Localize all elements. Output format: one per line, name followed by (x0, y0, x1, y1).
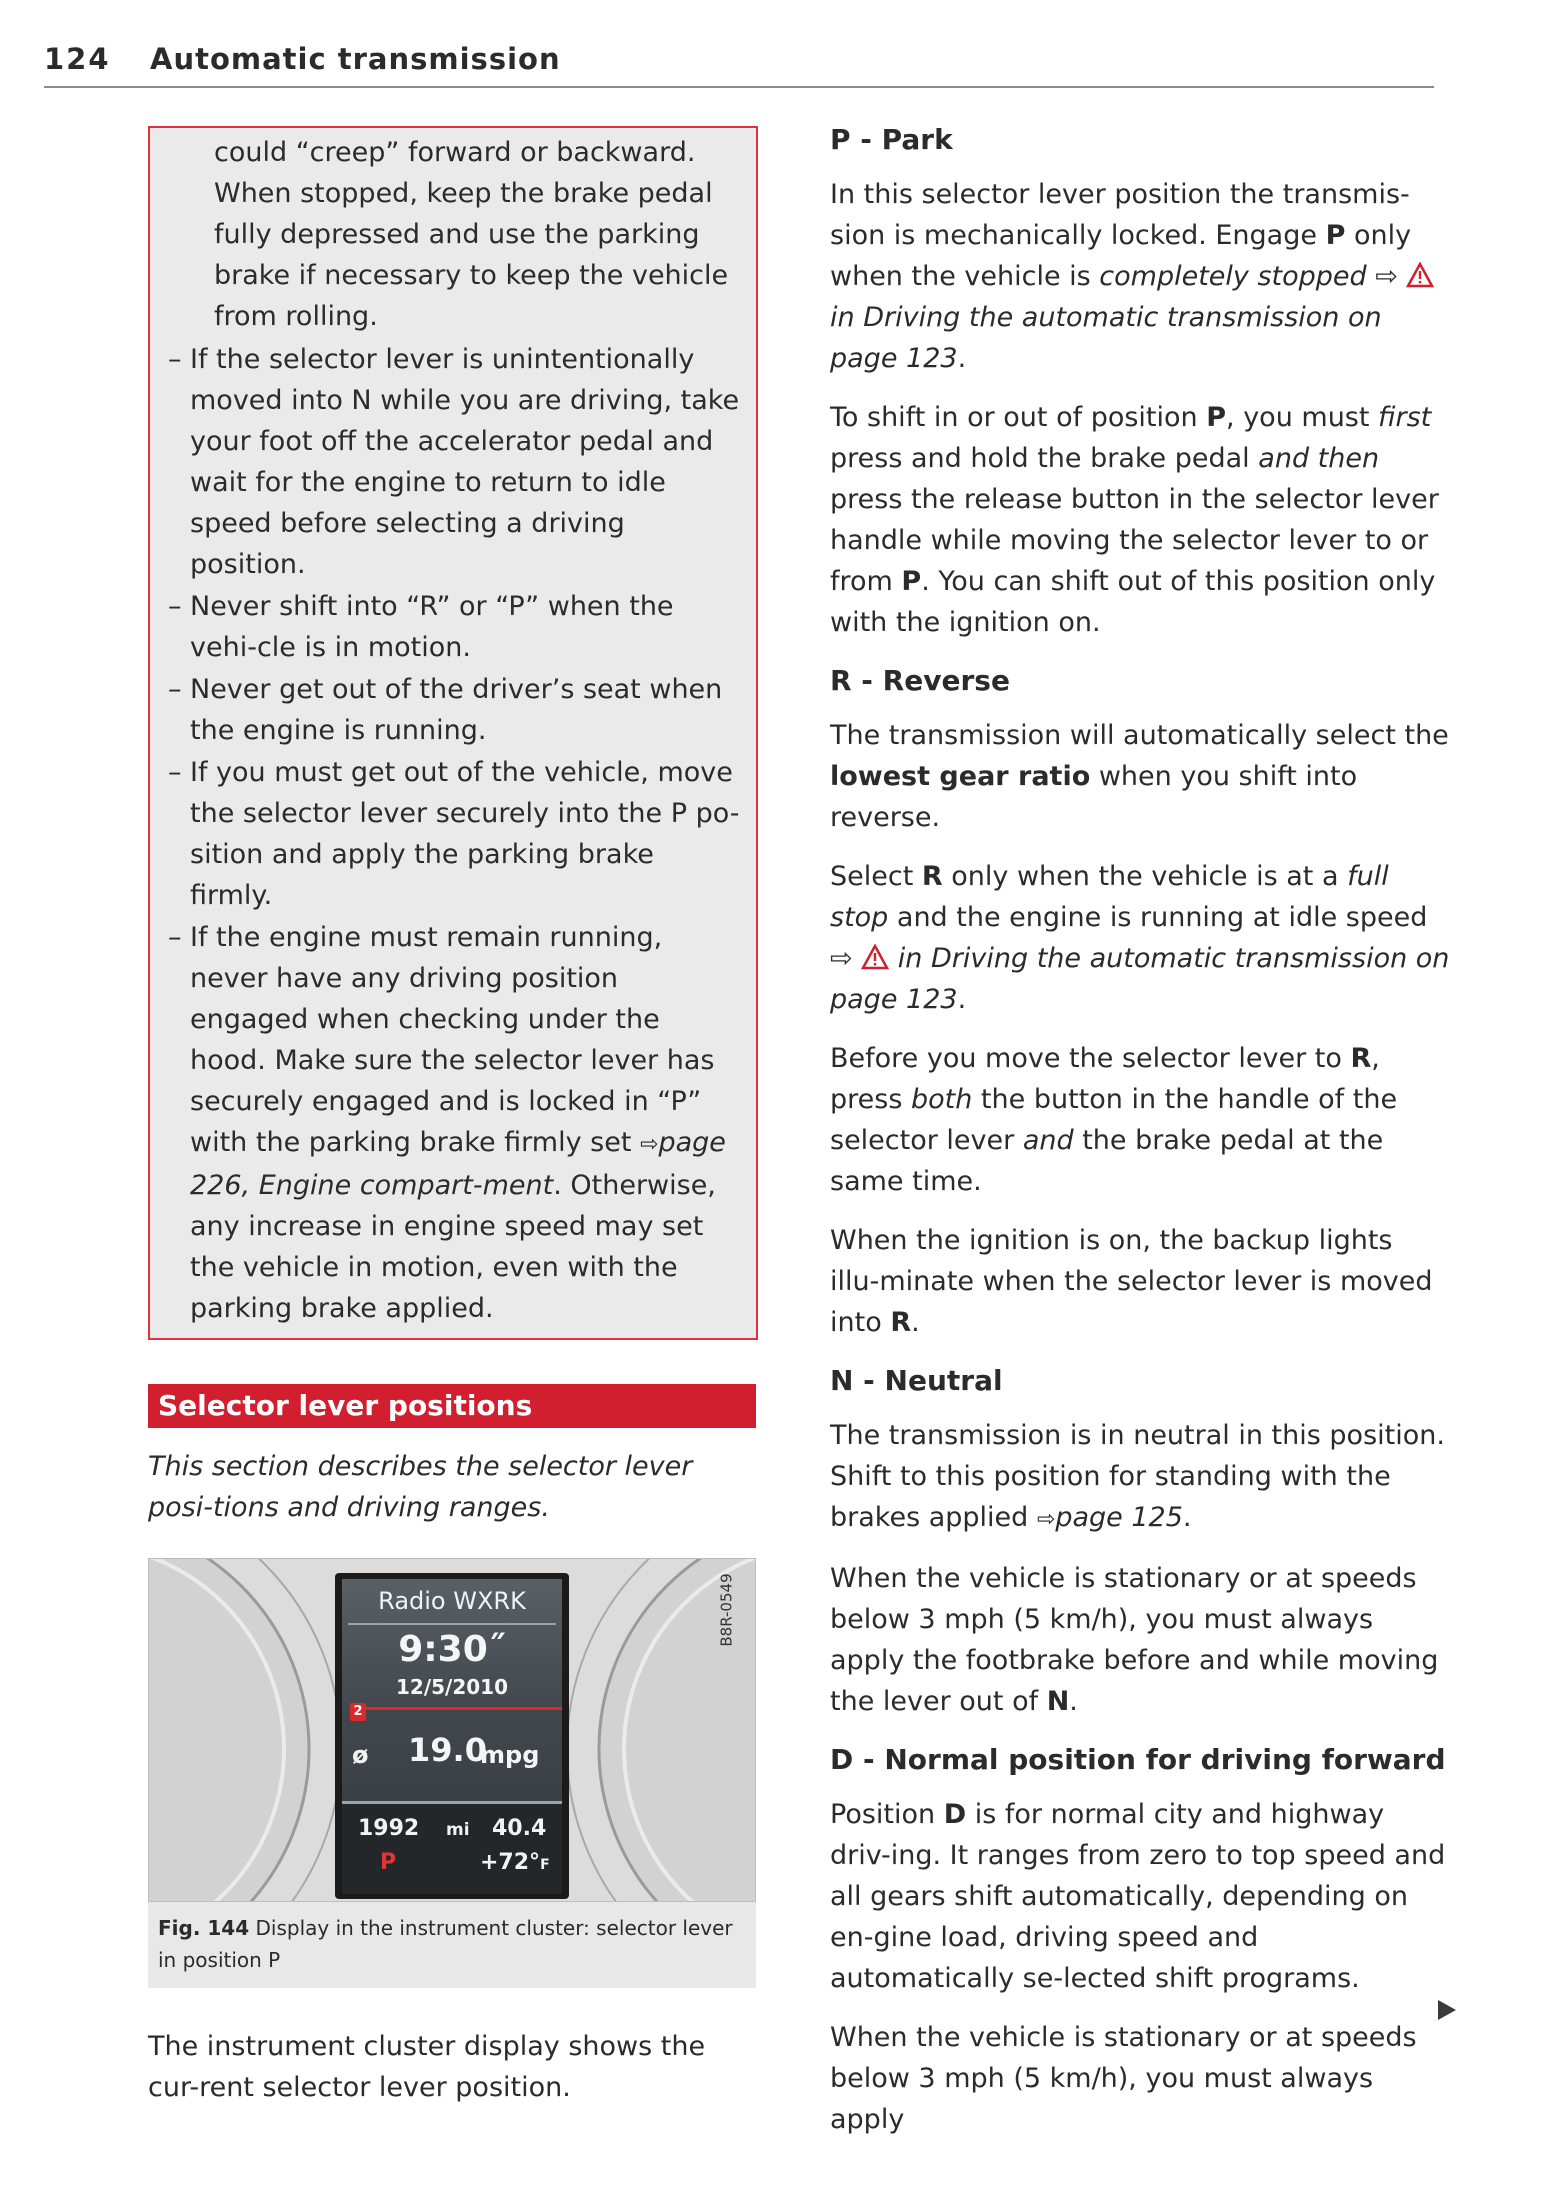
figure (148, 1558, 756, 1988)
section-intro: This section describes the selector lever posi-tions and driving ranges. (148, 1451, 693, 1523)
trip-meter: 40.4 (492, 1816, 547, 1841)
clock-time: 9:30˝ (398, 1629, 506, 1670)
page-125-link[interactable]: page 125 (1055, 1502, 1183, 1533)
warning-triangle-icon (861, 944, 889, 970)
park-paragraph-2: To shift in or out of position P, you must first press and hold the brake pedal and then press the release button in the selector lever handle while moving the selector lever to or from P. You can shift out of this position only with the ignition on. (830, 402, 1439, 638)
page-226-link[interactable]: page 226, Engine compart-ment (190, 1127, 726, 1201)
reverse-heading: R - Reverse (830, 664, 1010, 697)
warning-item-text: If the engine must remain running, never have any driving position engaged when checking under the hood. Make sure the selector lever has securely engaged and is locked in “P” with the parking brake firmly set (190, 922, 715, 1158)
odometer-unit: mi (446, 1820, 470, 1840)
neutral-paragraph-2: When the vehicle is stationary or at speeds below 3 mph (5 km/h), you must always apply the footbrake before and while moving the lever out of N. (830, 1563, 1439, 1717)
radio-station: Radio WXRK (378, 1587, 526, 1615)
fuel-economy-value: 19.0 (408, 1731, 487, 1769)
memory-badge: 2 (350, 1703, 366, 1721)
warning-list (168, 339, 740, 1329)
warning-item: – Never get out of the driver’s seat when the engine is running. (168, 669, 740, 751)
figure-caption-text: Display in the instrument cluster: selector lever in position P (158, 1916, 733, 1972)
odometer: 1992 (358, 1816, 420, 1841)
warning-item: – If you must get out of the vehicle, move the selector lever securely into the P po-sition and apply the parking brake firmly. (168, 752, 740, 916)
arrow-right-icon: ⇨ (640, 1132, 659, 1157)
arrow-right-icon: ⇨ (1036, 1507, 1056, 1532)
figure-ref-code: B8R-0549 (717, 1573, 736, 1647)
figure-label: Fig. 144 (158, 1916, 250, 1940)
warning-item-text: . Otherwise, any increase in engine speed may set the vehicle in motion, even with the parking brake applied. (190, 1170, 716, 1324)
warning-box (148, 126, 758, 1340)
driver-info-display (335, 1573, 569, 1899)
park-heading: P - Park (830, 123, 953, 156)
reverse-paragraph-4: When the ignition is on, the backup lights illu-minate when the selector lever is moved into R. (830, 1225, 1433, 1338)
left-column (148, 126, 758, 2135)
warning-item: – If the selector lever is unintentionally moved into N while you are driving, take your foot off the accelerator pedal and wait for the engine to return to idle speed before selecting a driving position. (168, 339, 740, 585)
drive-heading: D - Normal position for driving forward (830, 1743, 1446, 1776)
section-title: Selector lever positions (148, 1384, 756, 1428)
reverse-paragraph-1: The transmission will automatically select the lowest gear ratio when you shift into reverse. (830, 720, 1449, 833)
page-number: 124 (44, 42, 111, 76)
warning-triangle-icon (1406, 262, 1434, 288)
warning-item (168, 917, 740, 1329)
date: 12/5/2010 (395, 1675, 509, 1699)
neutral-heading: N - Neutral (830, 1364, 1003, 1397)
page-header (44, 38, 1434, 88)
average-icon: ø (352, 1741, 369, 1769)
neutral-paragraph-1: The transmission is in neutral in this position. Shift to this position for standing with the brakes applied ⇨page 125. (830, 1420, 1445, 1533)
warning-lead-text: could “creep” forward or backward. When stopped, keep the brake pedal fully depressed and use the parking brake if necessary to keep the vehicle from rolling. (214, 137, 729, 332)
reverse-paragraph-2: Select R only when the vehicle is at a full stop and the engine is running at idle speed ⇨ in Driving the automatic transmission on page 123. (830, 861, 1450, 1015)
right-column (830, 120, 1450, 2158)
figure-caption (148, 1902, 756, 1988)
instrument-cluster-image (148, 1558, 756, 1902)
drive-paragraph-1: Position D is for normal city and highway driv-ing. It ranges from zero to top speed and all gears shift automatically, depending on en-gine load, driving speed and automatically se-lected shift programs. (830, 1799, 1446, 1994)
warning-item: – Never shift into “R” or “P” when the vehi-cle is in motion. (168, 586, 740, 668)
park-paragraph-1: In this selector lever position the transmis-sion is mechanically locked. Engage P only when the vehicle is completely stopped ⇨ in Driving the automatic transmission on page 123. (830, 174, 1450, 379)
reverse-paragraph-3: Before you move the selector lever to R, press both the button in the handle of the selector lever and the brake pedal at the same time. (830, 1043, 1398, 1197)
drive-paragraph-2: When the vehicle is stationary or at speeds below 3 mph (5 km/h), you must always apply (830, 2022, 1417, 2135)
gear-indicator: P (380, 1850, 397, 1875)
fuel-economy-unit: mpg (480, 1741, 540, 1769)
continue-arrow-icon (1438, 2000, 1456, 2020)
body-paragraph: The instrument cluster display shows the cur-rent selector lever position. (148, 2031, 706, 2103)
driving-page-123-link[interactable]: in Driving the automatic transmission on page 123 (830, 302, 1382, 374)
outside-temperature: +72°F (480, 1850, 550, 1875)
chapter-title: Automatic transmission (150, 42, 561, 76)
driving-page-123-link[interactable]: in Driving the automatic transmission on page 123 (830, 943, 1450, 1015)
